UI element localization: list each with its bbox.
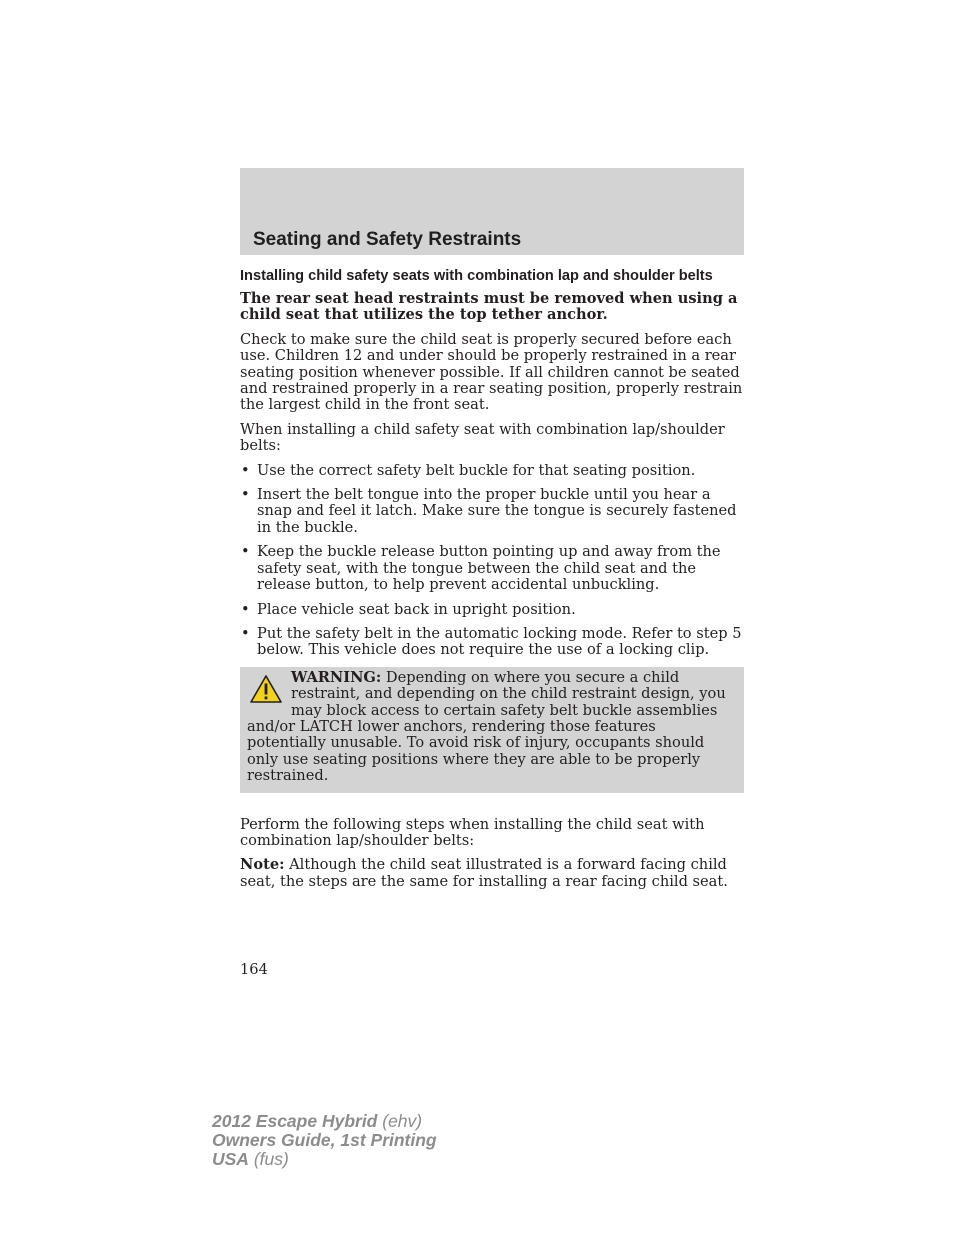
section-header-band [240, 168, 744, 255]
list-item-text: Keep the buckle release button pointing up and away from the safety seat, with the tongue between the child seat and the release button, to help prevent accidental unbuckling. [257, 543, 721, 594]
bullet-icon: • [241, 624, 250, 642]
paragraph-child-seat-check: Check to make sure the child seat is properly secured before each use. Children 12 and under should be properly restrained in a rear seating position whenever possible. If all children cannot be seated and restrained properly in a rear seating position, properly restrain the largest child in the front seat. [240, 330, 743, 414]
list-item [240, 626, 744, 659]
subheading: Installing child safety seats with combination lap and shoulder belts [240, 268, 713, 284]
footer-guide-name: Owners Guide, 1st Printing [212, 1130, 437, 1150]
bullet-icon: • [241, 486, 250, 504]
list-item-text: Place vehicle seat back in upright position. [257, 600, 576, 618]
bullet-icon: • [241, 600, 250, 618]
paragraph-installing-intro: When installing a child safety seat with combination lap/shoulder belts: [240, 420, 725, 455]
page-number: 164 [240, 961, 268, 978]
footer-market-code: (fus) [248, 1149, 289, 1169]
bold-notice: The rear seat head restraints must be removed when using a child seat that utilizes the top tether anchor. [240, 290, 738, 324]
list-item [240, 487, 744, 536]
warning-box [240, 667, 744, 793]
note-text: Although the child seat illustrated is a forward facing child seat, the steps are the same for installing a rear facing child seat. [240, 856, 728, 890]
list-item-text: Use the correct safety belt buckle for that seating position. [257, 461, 696, 479]
document-footer [212, 1112, 437, 1169]
section-title: Seating and Safety Restraints [253, 229, 522, 250]
list-item-text: Insert the belt tongue into the proper buckle until you hear a snap and feel it latch. Make sure the tongue is securely fastened in the buckle. [257, 486, 737, 536]
installation-bullet-list [240, 463, 744, 659]
bullet-icon: • [241, 461, 250, 479]
page-content [240, 268, 744, 898]
warning-triangle-icon [249, 674, 283, 704]
footer-model-code: (ehv) [377, 1111, 423, 1131]
list-item [240, 463, 744, 479]
footer-model-name: 2012 Escape Hybrid [212, 1111, 378, 1131]
footer-line-guide [212, 1131, 437, 1150]
warning-text: Depending on where you secure a child restraint, and depending on the child restraint design, you may block access to certain safety belt buckle assemblies and/or LATCH lower anchors, rendering those features potentially unusable. To avoid risk of injury, occupants should only use seating positions where they are able to be properly restrained. [247, 668, 726, 785]
note-label: Note: [240, 856, 285, 874]
list-item-text: Put the safety belt in the automatic locking mode. Refer to step 5 below. This vehicle does not require the use of a locking clip. [257, 624, 742, 659]
footer-line-market [212, 1150, 437, 1169]
bullet-icon: • [241, 543, 250, 561]
paragraph-perform-steps: Perform the following steps when installing the child seat with combination lap/shoulder belts: [240, 815, 705, 849]
list-item [240, 544, 744, 593]
list-item [240, 602, 744, 618]
warning-label: WARNING: [291, 668, 382, 686]
footer-market-name: USA [212, 1149, 249, 1169]
footer-line-model [212, 1112, 437, 1131]
note-paragraph [240, 857, 744, 890]
